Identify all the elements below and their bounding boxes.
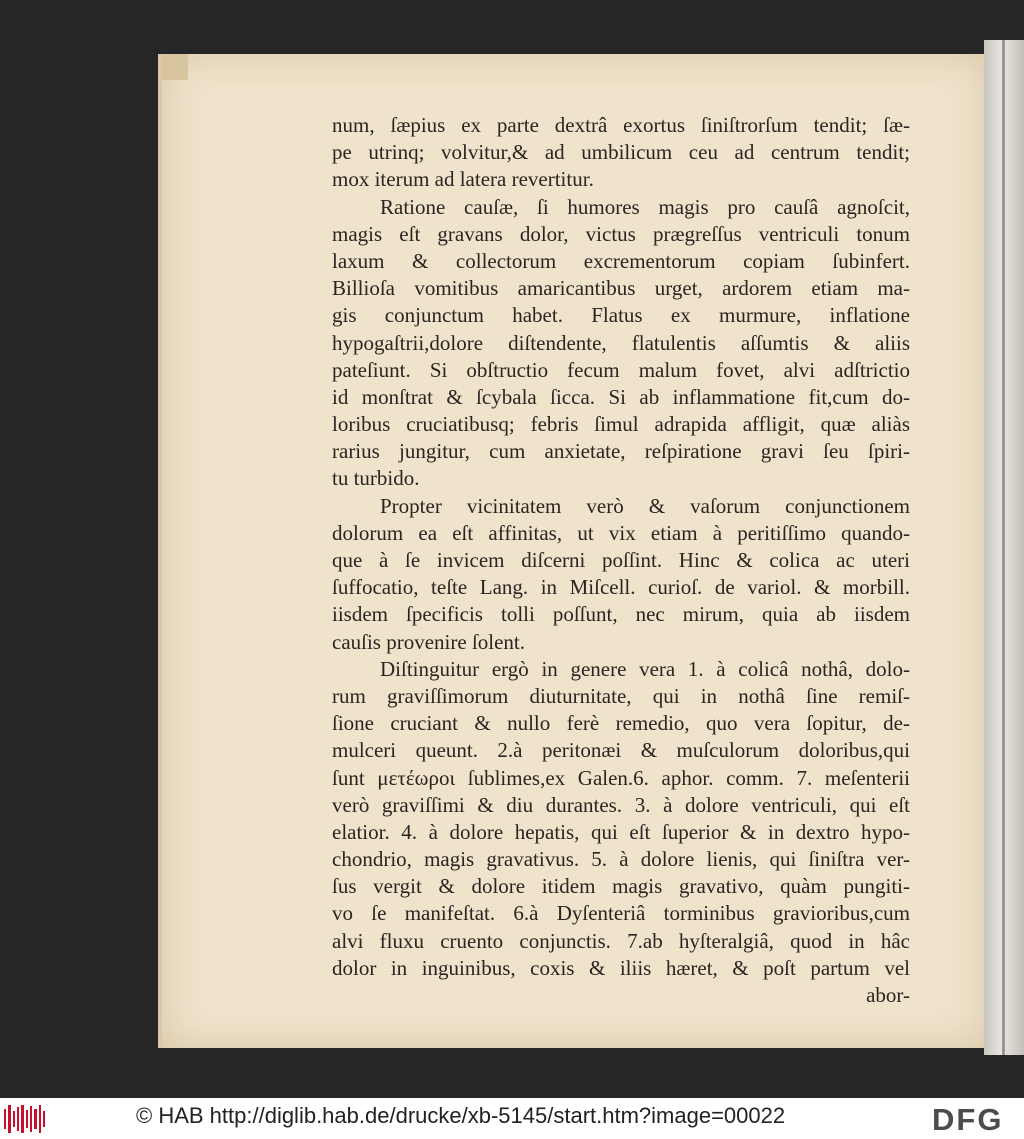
text-line: hypogaſtrii,dolore diſtendente, flatulentis aſſumtis & aliis <box>332 330 910 355</box>
text-line: pateſiunt. Si obſtructio fecum malum fovet, alvi adſtrictio <box>332 357 910 382</box>
text-line: magis eſt gravans dolor, victus prægreſſus ventriculi tonum <box>332 221 910 246</box>
dfg-logo: DFG <box>932 1102 1004 1137</box>
text-line: Diſtinguitur ergò in genere vera 1. à colicâ nothâ, dolo- <box>380 656 910 681</box>
text-line: pe utrinq; volvitur,& ad umbilicum ceu ad centrum tendit; <box>332 140 910 165</box>
text-line: chondrio, magis gravativus. 5. à dolore lienis, qui ſiniſtra ver- <box>332 847 910 872</box>
text-line: id monſtrat & ſcybala ſicca. Si ab inflammatione fit,cum do- <box>332 384 910 409</box>
page-corner <box>162 54 188 80</box>
barcode-logo-icon <box>4 1105 48 1133</box>
text-line: ſunt μετέωροι ſublimes,ex Galen.6. aphor. comm. 7. meſenterii <box>332 765 910 790</box>
text-line: dolor in inguinibus, coxis & iliis hæret, & poſt partum vel <box>332 955 910 980</box>
text-line: dolorum ea eſt affinitas, ut vix etiam à peritiſſimo quando- <box>332 520 910 545</box>
text-line: gis conjunctum habet. Flatus ex murmure, inflatione <box>332 303 910 328</box>
text-line: cauſis provenire ſolent. <box>332 629 526 654</box>
text-line: alvi fluxu cruento conjunctis. 7.ab hyſteralgiâ, quod in hâc <box>332 928 910 953</box>
text-line: loribus cruciatibusq; febris ſimul adrapida affligit, quæ aliàs <box>332 412 910 437</box>
text-line: Billioſa vomitibus amaricantibus urget, ardorem etiam ma- <box>332 276 910 301</box>
text-line: laxum & collectorum excrementorum copiam ſubinfert. <box>332 248 910 273</box>
text-line: mulceri queunt. 2.à peritonæi & muſculorum doloribus,qui <box>332 738 910 763</box>
copyright-link[interactable]: © HAB http://diglib.hab.de/drucke/xb-5145/start.htm?image=00022 <box>136 1103 786 1128</box>
next-page-edge <box>984 40 1024 1055</box>
text-line: rarius jungitur, cum anxietate, reſpiratione gravi ſeu ſpiri- <box>332 439 910 464</box>
text-line: Propter vicinitatem verò & vaſorum conjunctionem <box>380 493 910 518</box>
page-text <box>332 112 910 1009</box>
text-line: que à ſe invicem diſcerni poſſint. Hinc & colica ac uteri <box>332 548 910 572</box>
catchword: abor- <box>866 983 910 1007</box>
footer-bar <box>0 1098 1024 1139</box>
text-line: rum graviſſimorum diuturnitate, qui in nothâ ſine remiſ- <box>332 683 910 708</box>
text-line: verò graviſſimi & diu durantes. 3. à dolore ventriculi, qui eſt <box>332 792 910 817</box>
text-line: ſione cruciant & nullo ferè remedio, quo vera ſopitur, de- <box>332 711 910 736</box>
text-line: mox iterum ad latera revertitur. <box>332 167 594 192</box>
text-line: ſus vergit & dolore itidem magis gravativo, quàm pungiti- <box>332 874 910 899</box>
text-line: num, ſæpius ex parte dextrâ exortus ſiniſtrorſum tendit; ſæ- <box>332 113 910 137</box>
text-line: elatior. 4. à dolore hepatis, qui eſt ſuperior & in dextro hypo- <box>332 819 910 844</box>
text-line: ſuffocatio, teſte Lang. in Miſcell. curioſ. de variol. & morbill. <box>332 575 910 600</box>
text-line: Ratione cauſæ, ſi humores magis pro cauſâ agnoſcit, <box>380 194 910 219</box>
text-line: tu turbido. <box>332 466 420 491</box>
text-line: iisdem ſpecificis tolli poſſunt, nec mirum, quia ab iisdem <box>332 602 910 627</box>
text-line: vo ſe manifeſtat. 6.à Dyſenteriâ torminibus gravioribus,cum <box>332 901 910 926</box>
